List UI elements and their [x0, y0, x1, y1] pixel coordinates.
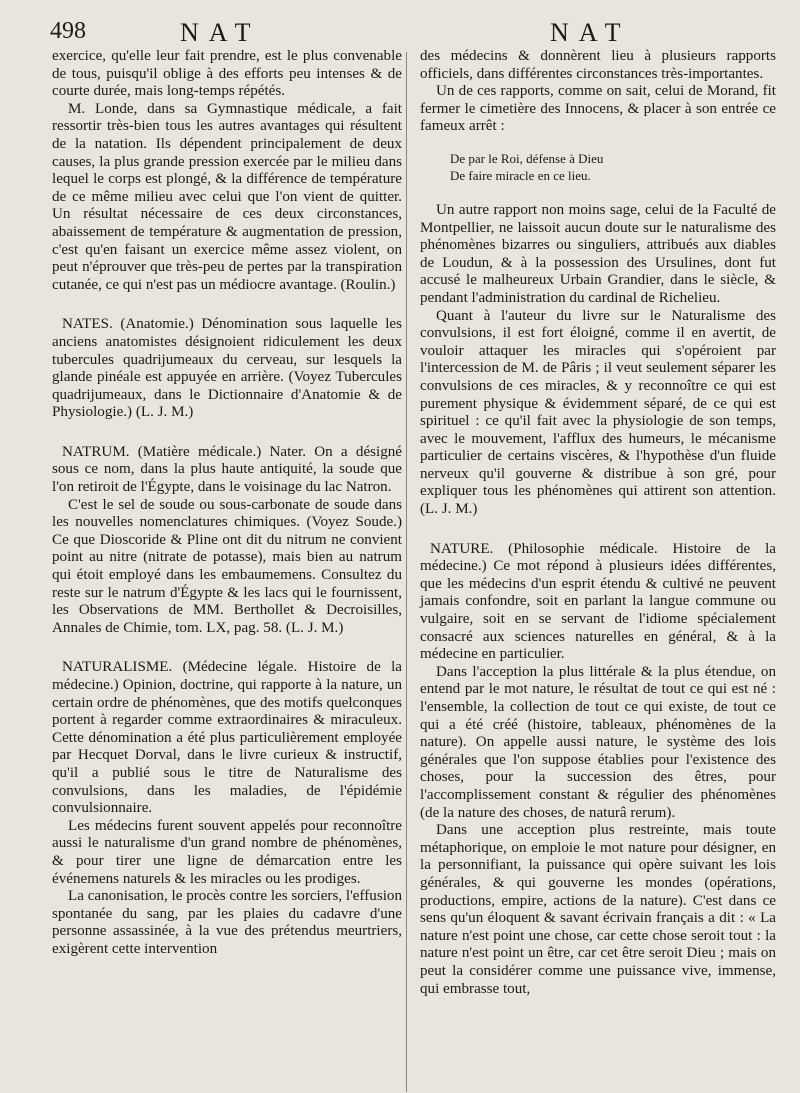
paragraph: C'est le sel de soude ou sous-carbonate de soude dans les nouvelles nomenclatures chimiques. (Voyez Soude.) Ce que Dioscoride & Pline ont dit du nitrum ne convient point au nitre (nitrate de potasse), mais bien au natrum qui étoit employé dans les embaumemens. Consultez du reste sur le natrum d'Égypte & les lacs qui le fournissent, les Observations de MM. Berthollet & Decroisilles, Annales de Chimie, tom. LX, pag. 58. (L. J. M.): [52, 496, 402, 636]
running-head-right: NAT: [550, 18, 631, 47]
paragraph: Dans une acception plus restreinte, mais toute métaphorique, on emploie le mot nature pour désigner, en la personnifiant, la puissance qui opère suivant les lois générales, & qui gouverne les mondes (opérations, productions, empire, actions de la nature). C'est dans ce sens qu'un éloquent & savant écrivain français a dit : « La nature n'est point une chose, car cette chose seroit tout : la nature n'est point un être, car cet être seroit Dieu ; mais on peut la considérer comme une puissance vive, immense, qui embrasse tout,: [420, 822, 776, 997]
paragraph: Dans l'acception la plus littérale & la plus étendue, on entend par le mot nature, le résultat de tout ce qui est né : l'ensemble, la collection de tout ce qui existe, de tout ce qui a été créé (histoire, tableaux, phénomènes de la nature). On appelle aussi nature, le système des lois générales que l'on suppose établies pour l'existence des choses, pour la succession des êtres, pour l'accomplissement constant & régulier des phénomènes (de la nature des choses, de naturâ rerum).: [420, 663, 776, 821]
page-number: 498: [50, 18, 86, 44]
entry-nates: NATES. (Anatomie.) Dénomination sous laquelle les anciens anatomistes désignoient ridiculement les deux tubercules quadrijumeaux du cerveau, sur lesquels la glande pinéale est appuyée en arrière. (Voyez Tubercules quadrijumeaux, dans le Dictionnaire d'Anatomie & de Physiologie.) (L. J. M.): [52, 316, 402, 421]
entry-natrum: NATRUM. (Matière médicale.) Nater. On a désigné sous ce nom, dans la plus haute antiquité, la soude que l'on retiroit de l'Égypte, dans le voisinage du lac Natron.: [52, 443, 402, 496]
quote-line: De faire miracle en ce lieu.: [450, 167, 591, 183]
column-divider: [406, 52, 407, 1092]
paragraph: Les médecins furent souvent appelés pour reconnoître aussi le naturalisme d'un grand nombre de phénomènes, & pour tirer une ligne de démarcation entre les événemens naturels & les miracles ou les prodiges.: [52, 817, 402, 887]
entry-naturalisme: NATURALISME. (Médecine légale. Histoire de la médecine.) Opinion, doctrine, qui rapporte à la nature, un certain ordre de phénomènes, que des motifs quelconques portent à regarder comme extraordinaires & miraculeux. Cette dénomination a été plus particulièrement employée par Hecquet Dorval, dans le livre curieux & instructif, qu'il a publié sous le titre de Naturalisme des convulsions, dans les maladies, de l'épidémie convulsionnaire.: [52, 659, 402, 817]
entry-nature: NATURE. (Philosophie médicale. Histoire de la médecine.) Ce mot répond à plusieurs idées différentes, que les médecins d'un esprit étendu & cultivé ne peuvent jamais confondre, soit en parlant la langue commune ou vulgaire, soit en se servant de l'idiome spécialement consacré aux sciences naturelles en général, & à la médecine en particulier.: [420, 540, 776, 663]
left-column: [52, 48, 402, 959]
paragraph: La canonisation, le procès contre les sorciers, l'effusion spontanée du sang, par les plaies du cadavre d'une personne assassinée, à la vue des prétendus meurtriers, exigèrent cette intervention: [52, 888, 402, 957]
paragraph: Quant à l'auteur du livre sur le Naturalisme des convulsions, il est fort éloigné, comme il en avertit, de vouloir attaquer les miracles qui s'opéroient par l'intercession de M. de Pâris ; il veut seulement séparer les convulsions de ces miracles, & y reconnoître ce qui est purement physique & évidemment séparé, de ce qui est spirituel : ce qu'il fait avec la physiologie de son temps, avec le mouvement, l'afflux des humeurs, le mécanisme particulier de certains viscères, & l'hypothèse d'un fluide nerveux qu'il gouverne & distribue à son gré, pour expliquer tous les phénomènes qui attirent son attention. (L. J. M.): [420, 307, 776, 518]
paragraph: Un autre rapport non moins sage, celui de la Faculté de Montpellier, ne laissoit aucun doute sur le naturalisme des phénomènes bizarres ou singuliers, attribués aux diables de Loudun, & à la possession des Ursulines, dont fut accusé le malheureux Urbain Grandier, dans le siècle, & pendant l'administration du cardinal de Richelieu.: [420, 201, 776, 306]
paragraph: des médecins & donnèrent lieu à plusieurs rapports officiels, dans différentes circonstances très-importantes.: [420, 48, 776, 82]
paragraph: exercice, qu'elle leur fait prendre, est le plus convenable de tous, puisqu'il oblige à des efforts peu intenses & de courte durée, mais long-temps répétés.: [52, 48, 402, 100]
paragraph: M. Londe, dans sa Gymnastique médicale, a fait ressortir très-bien tous les autres avantages qui résultent de la natation. Ils dépendent principalement de deux causes, la plus grande pression exercée par le milieu dans lequel le corps est plongé, & la différence de température de ce même milieu avec celui que l'on vient de quitter. Un résultat nécessaire de ces deux circonstances, abaissement de température & augmentation de pression, c'est qu'en faisant un exercice même assez violent, on peut n'éprouver que très-peu de pertes par la transpiration cutanée, ce qui n'est pas un médiocre avantage. (Roulin.): [52, 100, 402, 293]
quote-line: De par le Roi, défense à Dieu: [450, 150, 604, 166]
quoted-decree: [450, 150, 776, 184]
paragraph: Un de ces rapports, comme on sait, celui de Morand, fit fermer le cimetière des Innocens, & placer à son entrée ce fameux arrêt :: [420, 83, 776, 135]
page-header: [50, 18, 772, 48]
right-column: [420, 48, 776, 998]
running-head-left: NAT: [180, 18, 261, 47]
